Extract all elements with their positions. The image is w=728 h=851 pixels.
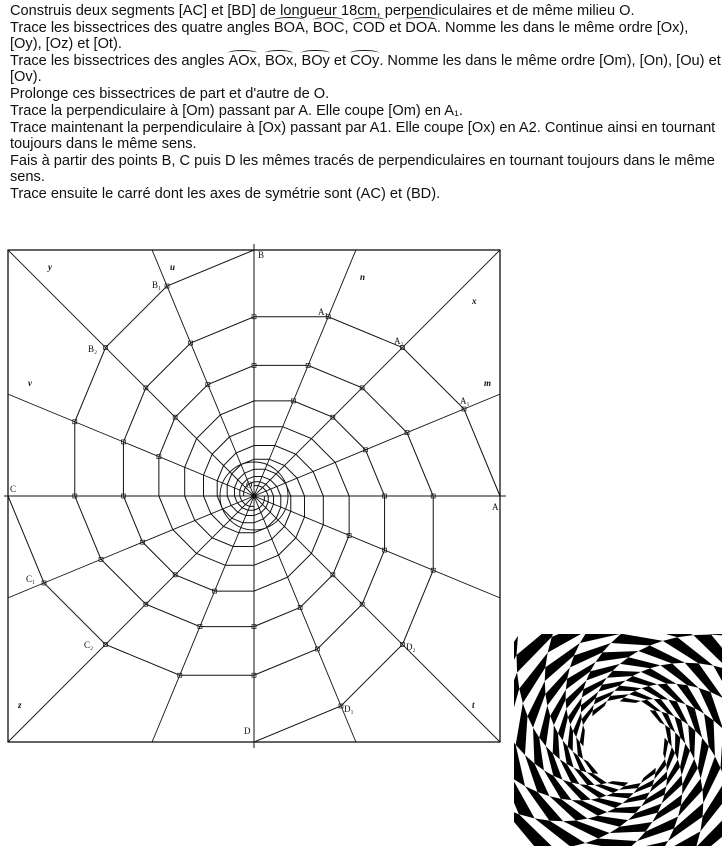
angle-doa: DOA — [405, 20, 437, 36]
instruction-2-text-b: . Nomme les dans le même ordre [Ox), [Oy), [Oz) et [Ot). — [10, 20, 689, 52]
angle-coy: COy — [350, 53, 380, 69]
spiral-c — [8, 401, 385, 675]
label-ray-x: x — [472, 296, 477, 306]
ray-14 — [254, 496, 500, 742]
construction-figure — [4, 244, 509, 752]
sep: , — [344, 20, 353, 36]
angle-box: BOx — [264, 53, 294, 69]
sep: et — [329, 53, 351, 69]
angle-boy: BOy — [301, 53, 330, 69]
label-a: A — [492, 502, 499, 512]
label-ray-v: v — [28, 378, 32, 388]
instruction-6-text: Trace maintenant la perpendiculaire à [Ox) passant par A1. Elle coupe [Ox) en A2. Continue ainsi en tournant toujours dans le même sens. — [10, 120, 716, 152]
label-ray-t: t — [472, 700, 475, 710]
instruction-2-text-a: Trace les bissectrices des quatre angles — [10, 20, 274, 36]
label-o: O — [246, 480, 253, 490]
label-c: C — [10, 484, 17, 494]
angle-aox: AOx — [228, 53, 257, 69]
angle-boa: BOA — [273, 20, 305, 36]
label-d2: D₂ — [406, 642, 416, 652]
label-c2: C₂ — [84, 640, 94, 650]
label-ray-z: z — [18, 700, 22, 710]
instruction-6 — [10, 120, 722, 152]
label-ray-y: y — [48, 262, 52, 272]
spiral-d — [159, 365, 433, 742]
angle-boc: BOC — [312, 20, 345, 36]
instruction-1-text: Construis deux segments [AC] et [BD] de longueur 18cm, perpendiculaires et de même milieu O. — [10, 3, 635, 19]
instruction-3-text-a: Trace les bissectrices des angles — [10, 53, 229, 69]
label-a2: A₂ — [394, 336, 404, 346]
sep: , — [293, 53, 302, 69]
ray-9 — [8, 496, 254, 598]
instruction-3 — [10, 53, 722, 85]
instruction-7-text: Fais à partir des points B, C puis D les mêmes tracés de perpendiculaires en tournant toujours dans le même sens. — [10, 153, 715, 185]
label-a3: A₃ — [318, 307, 328, 317]
angle-cod: COD — [352, 20, 386, 36]
sep: et — [385, 20, 406, 36]
label-a1: A₁ — [460, 396, 470, 406]
instruction-8 — [10, 186, 722, 202]
ray-10 — [8, 496, 254, 742]
instruction-4 — [10, 86, 722, 102]
label-ray-n: n — [360, 272, 366, 282]
label-d: D — [244, 726, 251, 736]
ray-1 — [254, 394, 500, 496]
label-c1: C₁ — [26, 574, 36, 584]
spiral-b — [75, 250, 349, 627]
construction-drawing — [4, 244, 509, 752]
label-ray-u: u — [170, 262, 176, 272]
instruction-3-text-b: . Nomme les dans le même ordre [Om), [On), [Ou) et [Ov). — [10, 53, 721, 85]
instruction-2 — [10, 20, 722, 52]
instruction-8-text: Trace ensuite le carré dont les axes de symétrie sont (AC) et (BD). — [10, 186, 441, 202]
label-d1: D₁ — [344, 704, 354, 714]
label-b: B — [258, 250, 265, 260]
ray-2 — [254, 250, 500, 496]
sep: , — [304, 20, 313, 36]
instruction-7 — [10, 153, 722, 185]
label-b2: B₂ — [88, 344, 98, 354]
sep: , — [256, 53, 265, 69]
checker-spiral-pattern — [514, 634, 722, 846]
ray-13 — [254, 496, 356, 742]
spiral-a — [123, 317, 500, 591]
instruction-5-text: Trace la perpendiculaire à [Om) passant par A. Elle coupe [Om) en A₁. — [10, 103, 463, 119]
ray-6 — [8, 250, 254, 496]
ray-5 — [152, 250, 254, 496]
instructions — [10, 3, 722, 203]
instruction-4-text: Prolonge ces bissectrices de part et d'autre de O. — [10, 86, 330, 102]
label-b1: B₁ — [152, 280, 162, 290]
label-ray-m: m — [484, 378, 492, 388]
instruction-5 — [10, 103, 722, 119]
checker-spiral-drawing — [514, 634, 722, 846]
